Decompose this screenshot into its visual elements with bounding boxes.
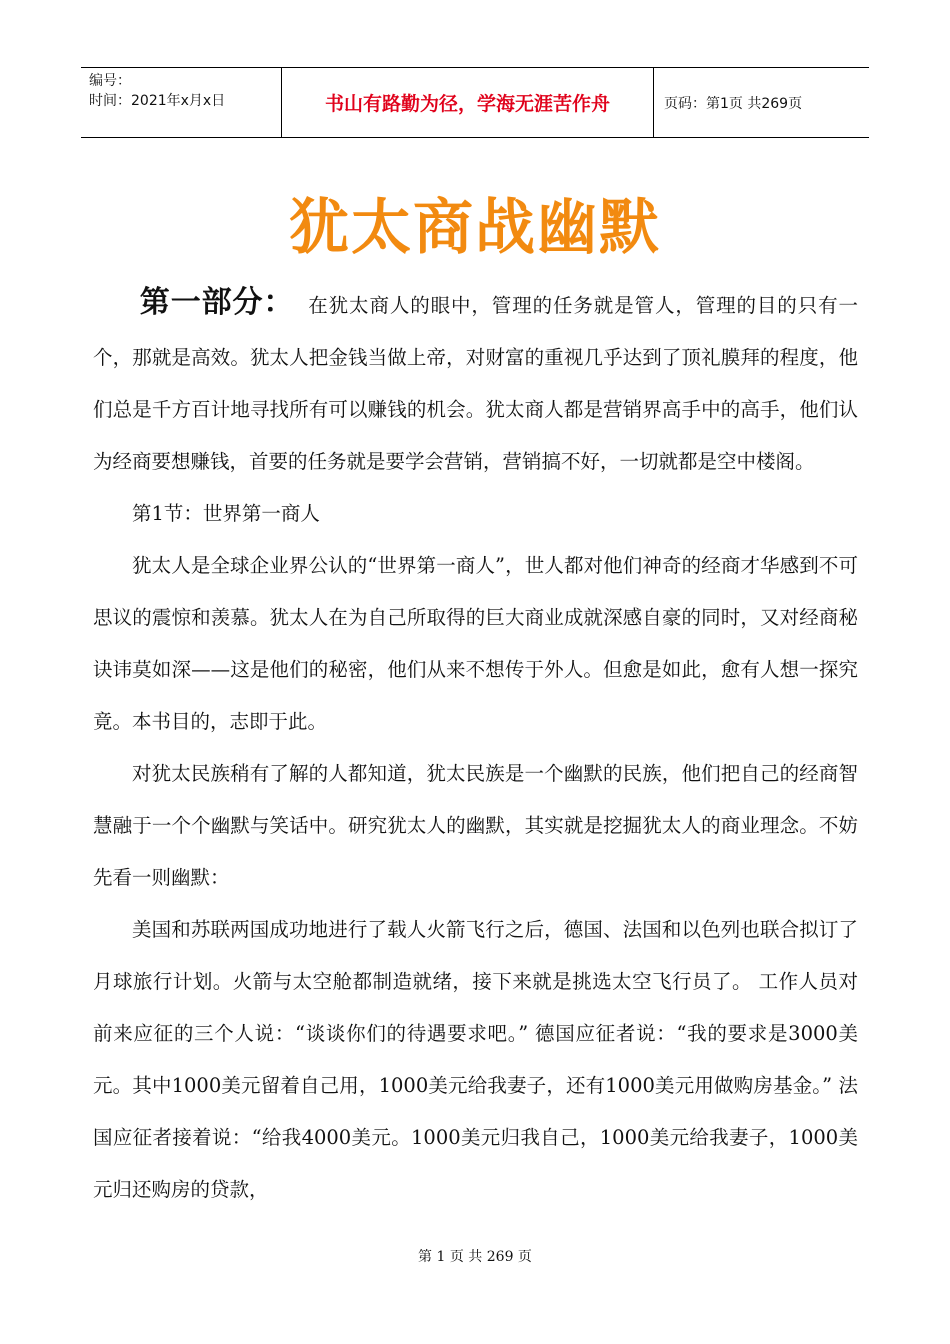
section-heading: 第1节：世界第一商人 [132, 502, 320, 525]
header-page-info-text: 页码：第1页 共269页 [664, 95, 803, 112]
header-motto [282, 68, 654, 137]
paragraph: 美国和苏联两国成功地进行了载人火箭飞行之后，德国、法国和以色列也联合拟订了月球旅行计划。火箭与太空舱都制造就绪，接下来就是挑选太空飞行员了。 工作人员对前来应征的三个人说：“谈谈你们的待遇要求吧。” 德国应征者说：“我的要求是3000美元。其中1000美元留着自己用，1000美元给我妻子，还有1000美元用做购房基金。” 法国应征者接着说：“给我4000美元。1000美元归我自己，1000美元给我妻子，1000美元归还购房的贷款， [93, 918, 858, 1201]
part-label: 第一部分： [139, 285, 295, 320]
intro-text: 在犹太商人的眼中，管理的任务就是管人，管理的目的只有一个，那就是高效。犹太人把金钱当做上帝，对财富的重视几乎达到了顶礼膜拜的程度，他们总是千方百计地寻找所有可以赚钱的机会。犹太商人都是营销界高手中的高手，他们认为经商要想赚钱，首要的任务就是要学会营销，营销搞不好，一切就都是空中楼阁。 [93, 294, 858, 473]
document-title: 犹太商战幽默 [289, 193, 661, 263]
paragraph: 对犹太民族稍有了解的人都知道，犹太民族是一个幽默的民族，他们把自己的经商智慧融于一个个幽默与笑话中。研究犹太人的幽默，其实就是挖掘犹太人的商业理念。不妨先看一则幽默： [93, 762, 858, 889]
header-page-info [654, 68, 869, 137]
page-footer: 第 1 页 共 269 页 [418, 1249, 532, 1265]
header-time: 时间：2021年x月x日 [89, 93, 226, 109]
intro-paragraph [93, 277, 858, 488]
header-motto-text: 书山有路勤为径，学海无涯苦作舟 [324, 93, 610, 115]
page-header [81, 67, 869, 138]
header-meta [81, 68, 282, 137]
header-number: 编号： [89, 73, 131, 89]
document-body [93, 277, 858, 1216]
paragraph: 犹太人是全球企业界公认的“世界第一商人”，世人都对他们神奇的经商才华感到不可思议的震惊和羡慕。犹太人在为自己所取得的巨大商业成就深感自豪的同时，又对经商秘诀讳莫如深——这是他们的秘密，他们从来不想传于外人。但愈是如此，愈有人想一探究竟。本书目的，志即于此。 [93, 554, 858, 733]
